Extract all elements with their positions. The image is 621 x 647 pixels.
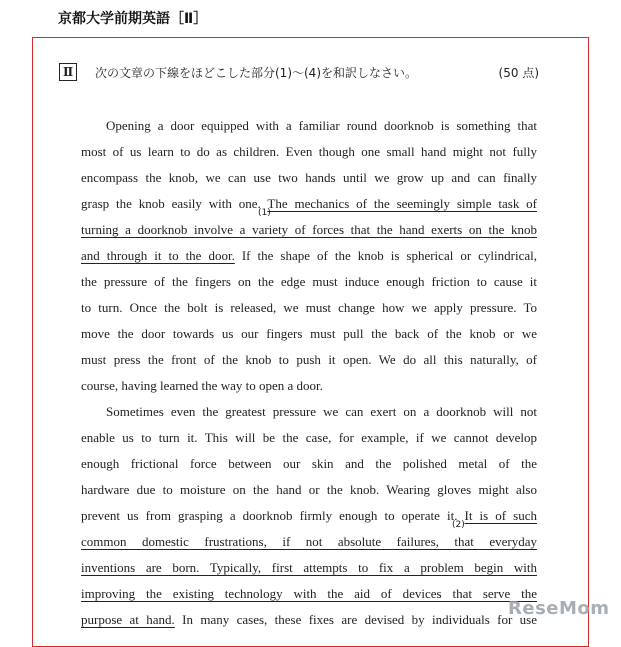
passage-line: most of us learn to do as children. Even though one small hand might not fully <box>81 144 537 159</box>
passage-line <box>81 194 537 214</box>
underlined-part-2: It is of such <box>464 508 538 523</box>
page-title: 京都大学前期英語［Ⅱ］ <box>58 11 208 27</box>
question-instruction: 次の文章の下線をほどこした部分(1)〜(4)を和訳しなさい。 <box>95 66 417 80</box>
passage-text: In many cases, these fixes are devised by individuals for use <box>174 612 538 627</box>
passage-line: enough frictional force between our skin and the polished metal of the <box>81 456 537 471</box>
passage-line: Sometimes even the greatest pressure we can exert on a doorknob will not <box>106 404 537 419</box>
passage-line <box>81 610 537 630</box>
passage-line: enable us to turn it. This will be the case, for example, if we cannot develop <box>81 430 537 445</box>
resemom-logo: ReseMom <box>508 598 610 619</box>
underlined-part-2: improving the existing technology with the aid of devices that serve the <box>81 586 537 601</box>
passage-line: hardware due to moisture on the hand or the knob. Wearing gloves might also <box>81 482 537 497</box>
underline-marker-1: (1) <box>258 208 271 218</box>
passage-line: the pressure of the fingers on the edge must induce enough friction to cause it <box>81 274 537 289</box>
question-points: (50 点) <box>498 66 539 80</box>
passage-line: to turn. Once the bolt is released, we must change how we apply pressure. To <box>81 300 537 315</box>
underlined-part-2: inventions are born. Typically, first attempts to fix a problem begin with <box>81 560 537 575</box>
passage-text: If the shape of the knob is spherical or cylindrical, <box>234 248 537 263</box>
question-number-box: Ⅱ <box>59 63 77 81</box>
passage-line: must press the front of the knob to push it open. We do all this naturally, of <box>81 352 537 367</box>
underlined-part-2: common domestic frustrations, if not absolute failures, that everyday <box>81 534 537 549</box>
passage-line: Opening a door equipped with a familiar round doorknob is something that <box>106 118 537 133</box>
underlined-part-1: turning a doorknob involve a variety of forces that the hand exerts on the knob <box>81 222 537 237</box>
passage-text: prevent us from grasping a doorknob firmly enough to operate it. <box>81 508 458 523</box>
passage-text: grasp the knob easily with one. <box>81 196 261 211</box>
underline-marker-2: (2) <box>452 520 465 530</box>
underlined-part-1: The mechanics of the seemingly simple task of <box>267 196 538 211</box>
passage-line <box>81 246 537 266</box>
passage-line: move the door towards us our fingers must pull the back of the knob or we <box>81 326 537 341</box>
passage-line: course, having learned the way to open a door. <box>81 378 323 393</box>
underlined-part-1: and through it to the door. <box>81 248 235 263</box>
passage-line: encompass the knob, we can use two hands until we grow up and can finally <box>81 170 537 185</box>
underlined-part-2: purpose at hand. <box>81 612 175 627</box>
passage-line <box>81 506 537 526</box>
